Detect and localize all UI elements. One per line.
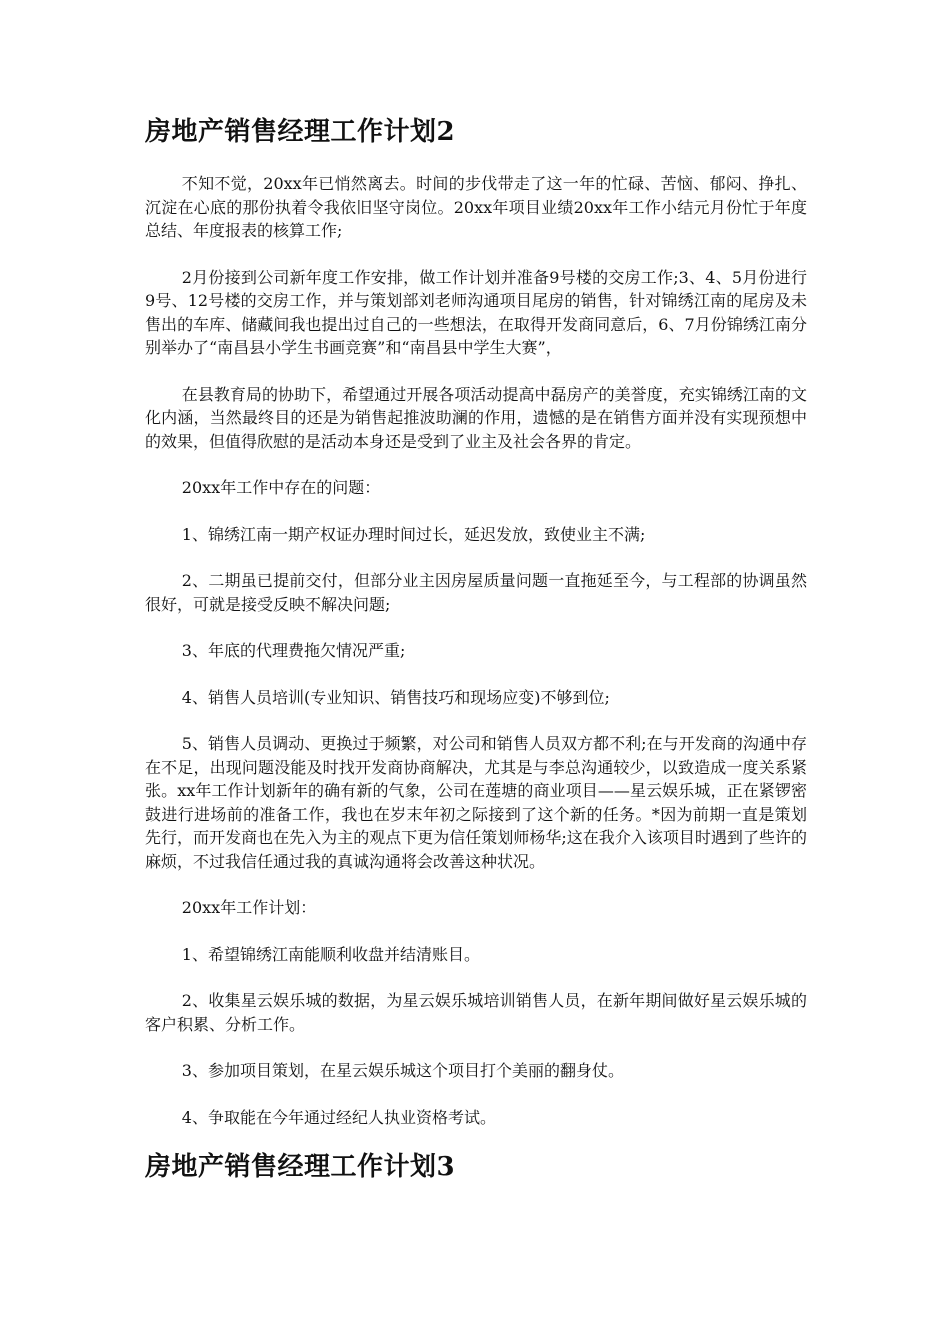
spacer bbox=[145, 453, 807, 476]
issue-item: 4、销售人员培训(专业知识、销售技巧和现场应变)不够到位; bbox=[181, 687, 610, 707]
spacer bbox=[145, 1083, 807, 1106]
issue-item: 5、销售人员调动、更换过于频繁，对公司和销售人员双方都不利;在与开发商的沟通中存在不足，出现问题没能及时找开发商协商解决，尤其是与李总沟通较少，以致造成一度关系紧张。xx年工作计划新年的确有新的气象，公司在莲塘的商业项目——星云娱乐城，正在紧锣密鼓进行进场前的准备工作，我也在岁末年初之际接到了这个新的任务。*因为前期一直是策划先行，而开发商也在先入为主的观点下更为信任策划师杨华;这在我介入该项目时遇到了些许的麻烦，不过我信任通过我的真诚沟通将会改善这种状况。 bbox=[145, 734, 807, 871]
spacer bbox=[145, 873, 807, 896]
spacer bbox=[145, 500, 807, 523]
section-title: 房地产销售经理工作计划2 bbox=[145, 117, 456, 147]
spacer bbox=[145, 920, 807, 943]
paragraph: 在县教育局的协助下，希望通过开展各项活动提高中磊房产的美誉度，充实锦绣江南的文化内涵，当然最终目的还是为销售起推波助澜的作用，遗憾的是在销售方面并没有实现预想中的效果，但值得欣慰的是活动本身还是受到了业主及社会各界的肯定。 bbox=[145, 384, 807, 451]
plan-item: 1、希望锦绣江南能顺利收盘并结清账目。 bbox=[181, 944, 480, 964]
plan-heading: 20xx年工作计划： bbox=[181, 898, 317, 917]
paragraph: 2月份接到公司新年度工作安排，做工作计划并准备9号楼的交房工作;3、4、5月份进行9号、12号楼的交房工作，并与策划部刘老师沟通项目尾房的销售，针对锦绣江南的尾房及未售出的车库、储藏间我也提出过自己的一些想法，在取得开发商同意后，6、7月份锦绣江南分别举办了“南昌县小学生书画竞赛”和“南昌县中学生大赛”， bbox=[145, 267, 807, 357]
document-page bbox=[145, 112, 807, 1187]
spacer bbox=[145, 616, 807, 639]
spacer bbox=[145, 546, 807, 569]
issues-heading: 20xx年工作中存在的问题： bbox=[181, 478, 381, 497]
spacer bbox=[145, 709, 807, 732]
plan-item: 2、收集星云娱乐城的数据，为星云娱乐城培训销售人员，在新年期间做好星云娱乐城的客户积累、分析工作。 bbox=[145, 991, 807, 1034]
issue-item: 1、锦绣江南一期产权证办理时间过长，延迟发放，致使业主不满; bbox=[181, 524, 646, 544]
issue-item: 2、二期虽已提前交付，但部分业主因房屋质量问题一直拖延至今，与工程部的协调虽然很好，可就是接受反映不解决问题; bbox=[145, 571, 807, 614]
spacer bbox=[145, 360, 807, 383]
issue-item: 3、年底的代理费拖欠情况严重; bbox=[181, 641, 406, 660]
spacer bbox=[145, 152, 807, 172]
section-title: 房地产销售经理工作计划3 bbox=[145, 1152, 456, 1182]
paragraph: 不知不觉，20xx年已悄然离去。时间的步伐带走了这一年的忙碌、苦恼、郁闷、挣扎、沉淀在心底的那份执着令我依旧坚守岗位。20xx年项目业绩20xx年工作小结元月份忙于年度总结、年度报表的核算工作; bbox=[145, 174, 807, 240]
spacer bbox=[145, 966, 807, 989]
plan-item: 3、参加项目策划，在星云娱乐城这个项目打个美丽的翻身仗。 bbox=[181, 1061, 624, 1080]
plan-item: 4、争取能在今年通过经纪人执业资格考试。 bbox=[181, 1107, 496, 1127]
spacer bbox=[145, 663, 807, 686]
spacer bbox=[145, 1036, 807, 1059]
spacer bbox=[145, 243, 807, 266]
